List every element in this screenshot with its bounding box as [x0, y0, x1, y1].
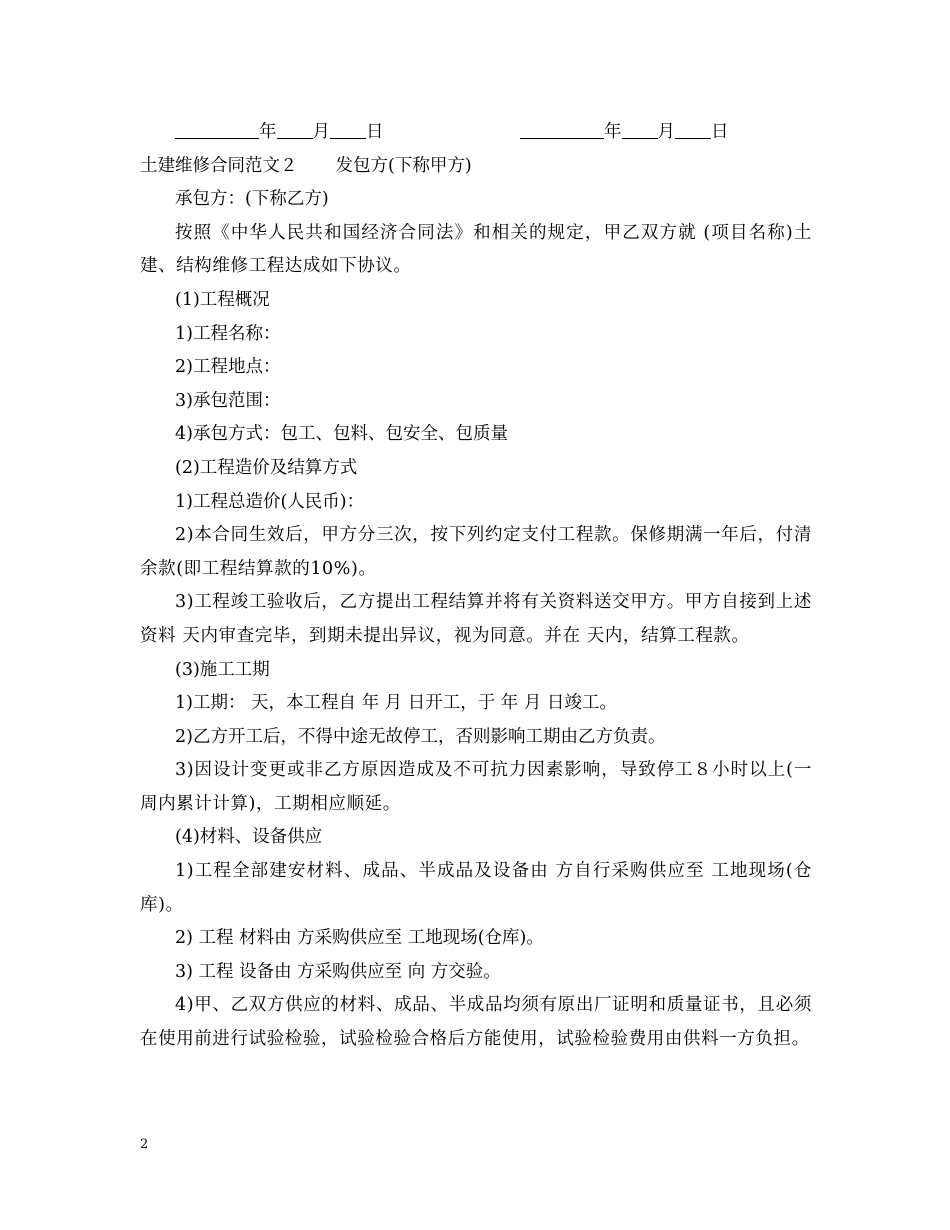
list-item: 1)工期： 天，本工程自 年 月 日开工，于 年 月 日竣工。 — [175, 693, 617, 714]
list-item: 2)乙方开工后，不得中途无故停工，否则影响工期由乙方负责。 — [175, 726, 666, 747]
blank-day — [330, 118, 366, 139]
blank-month — [622, 118, 658, 139]
list-item: 2) 工程 材料由 方采购供应至 工地现场(仓库)。 — [175, 928, 544, 949]
section-heading: (3)施工工期 — [175, 659, 270, 680]
day-label: 日 — [711, 122, 729, 142]
list-item: 3)承包范围： — [175, 390, 281, 411]
title-line — [140, 150, 812, 184]
blank-month — [277, 118, 313, 139]
date-left — [175, 116, 384, 150]
employer-label: 发包方(下称甲方) — [335, 155, 472, 176]
year-label: 年 — [259, 122, 277, 142]
list-item: 3)因设计变更或非乙方原因造成及不可抗力因素影响，导致停工８小时以上(一周内累计计算)，工期相应顺延。 — [140, 760, 812, 814]
list-item: 1)工程全部建安材料、成品、半成品及设备由 方自行采购供应至 工地现场(仓库)。 — [140, 861, 812, 915]
list-item: 4)承包方式：包工、包料、包安全、包质量 — [175, 424, 508, 445]
list-item: 1)工程总造价(人民币)： — [175, 491, 365, 512]
page-number: 2 — [140, 1137, 149, 1152]
date-right — [520, 116, 729, 150]
document-title: 土建维修合同范文２ — [140, 155, 298, 176]
list-item: 2)工程地点： — [175, 357, 281, 378]
section-heading: (1)工程概况 — [175, 289, 270, 310]
year-label: 年 — [604, 122, 622, 142]
list-item: 1)工程名称： — [175, 323, 281, 344]
blank-year — [520, 118, 604, 139]
document-body — [140, 116, 812, 1057]
intro-paragraph: 按照《中华人民共和国经济合同法》和相关的规定，甲乙双方就 (项目名称)土建、结构维修工程达成如下协议。 — [140, 222, 812, 277]
contractor-label: 承包方：(下称乙方) — [175, 189, 329, 210]
list-item: 3)工程竣工验收后，乙方提出工程结算并将有关资料送交甲方。甲方自接到上述资料 天内审查完毕，到期未提出异议，视为同意。并在 天内，结算工程款。 — [140, 592, 812, 646]
day-label: 日 — [366, 122, 384, 142]
blank-year — [175, 118, 259, 139]
month-label: 月 — [657, 122, 675, 142]
section-heading: (4)材料、设备供应 — [175, 827, 323, 848]
list-item: 4)甲、乙双方供应的材料、成品、半成品均须有原出厂证明和质量证书，且必须在使用前进行试验检验，试验检验合格后方能使用，试验检验费用由供料一方负担。 — [140, 995, 812, 1050]
section-heading: (2)工程造价及结算方式 — [175, 457, 358, 478]
list-item: 3) 工程 设备由 方采购供应至 向 方交验。 — [175, 961, 501, 982]
month-label: 月 — [312, 122, 330, 142]
date-row — [140, 116, 812, 150]
blank-day — [675, 118, 711, 139]
list-item: 2)本合同生效后，甲方分三次，按下列约定支付工程款。保修期满一年后，付清余款(即工程结算款的10%)。 — [140, 525, 812, 579]
